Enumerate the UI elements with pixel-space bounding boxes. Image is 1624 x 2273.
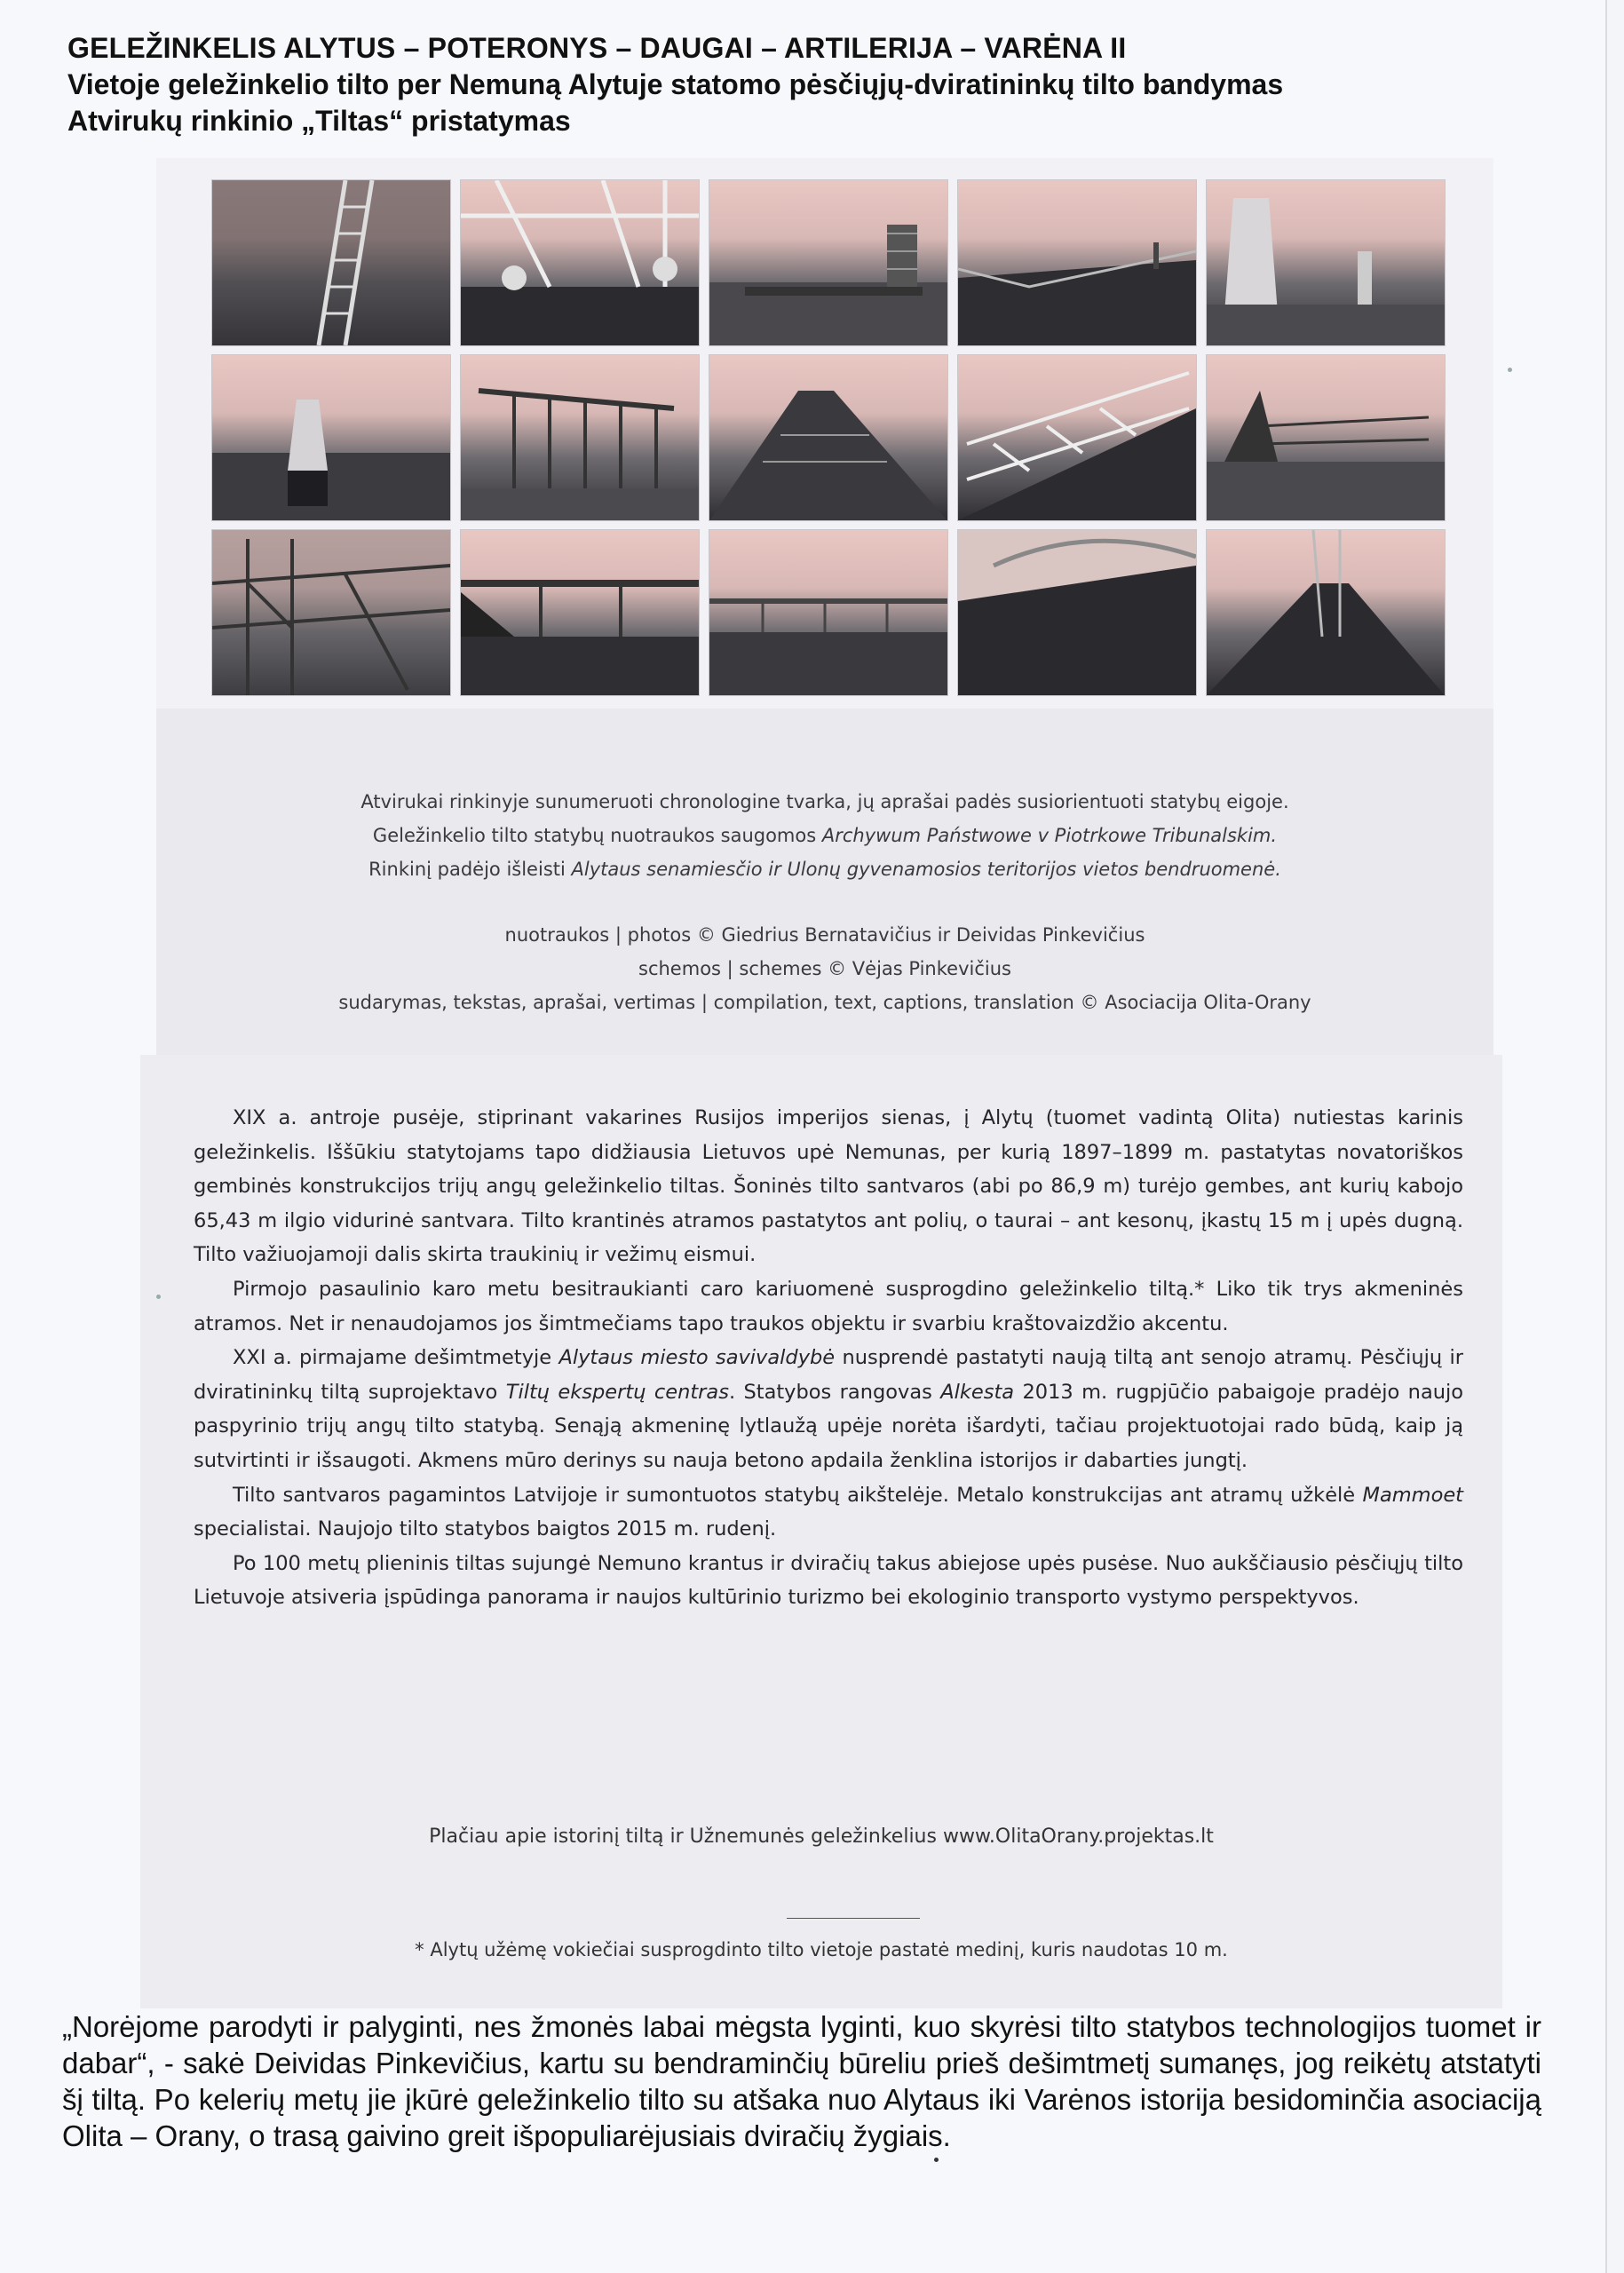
postcard-scaffold-scene [211,529,451,696]
article-paragraph-4: Tilto santvaros pagamintos Latvijoje ir sumontuotos statybų aikštelėje. Metalo konstrukcijas ant atramų užkėlė Mammoet specialistai. Naujojo tilto statybos baigtos 2015 m. rudenį. [194,1483,1463,1541]
postcard-bridge-construction-scene [1206,354,1446,521]
postcard-bridge-river-scene [460,529,700,696]
postcard-arch-underside-scene [957,529,1197,696]
postcard-photo-sketch [1207,530,1445,695]
header-line-1: GELEŽINKELIS ALYTUS – POTERONYS – DAUGAI – ARTILERIJA – VARĖNA II [67,32,1127,64]
postcard-photo-sketch [461,530,699,695]
postcard-long-bridge-scene [709,529,948,696]
postcard-credits [156,785,1493,1019]
postcard-photo-sketch [461,180,699,345]
postcard-pier-tower-scene [1206,179,1446,346]
scan-dust-mark [156,1295,161,1299]
article-paragraph-3: XXI a. pirmajame dešimtmetyje Alytaus miesto savivaldybė nusprendė pastatyti naują tiltą ant senojo atramų. Pėsčiųjų ir dviratininkų tiltą suprojektavo Tiltų ekspertų centras. Statybos rangovas Alkesta 2013 m. rugpjūčio pabaigoje pradėjo naujo paspyrinio trijų angų tilto statybą. Senąją akmeninę lytlaužą upėje norėta išardyti, tačiau projektuotojai rado būdą, kaip ją sutvirtinti ir išsaugoti. Akmens mūro derinys su nauja betono apdaila ženklina istorijos ir dabarties jungtį. [194,1346,1464,1472]
article-paragraph-2: Pirmojo pasaulinio karo metu besitraukianti caro kariuomenė susprogdino geležinkelio tiltą.* Liko tik trys akmeninės atramos. Net ir nenaudojamos jos šimtmečiams tapo traukos objektu ir svarbiu kraštovaizdžio akcentu. [194,1277,1463,1335]
page-header [67,30,1577,139]
more-info-link-text: Plačiau apie istorinį tiltą ir Užnemunės geležinkelius www.OlitaOrany.projektas.lt [429,1826,1214,1848]
credits-line-2: Geležinkelio tilto statybų nuotraukos saugomos Archywum Państwowe v Piotrkowe Tribunalskim. [372,825,1278,846]
quote-paragraph: „Norėjome parodyti ir palyginti, nes žmonės labai mėgsta lyginti, kuo skyrėsi tilto statybos technologijos tuomet ir dabar“, - sakė Deividas Pinkevičius, kartu su bendraminčių būreliu prieš dešimtmetį sumanęs, jog reikėtų atstatyti šį tiltą. Po kelerių metų jie įkūrė geležinkelio tilto su atšaka nuo Alytaus iki Varėnos istorija besidominčia asociaciją Olita – Orany, o trasą gaivino greit išpopuliarėjusiais dviračių žygiais. [62,2010,1541,2152]
postcard-photo-sketch [958,355,1196,520]
scan-dust-mark [1508,368,1512,372]
postcard-crane-scene [1206,529,1446,696]
credits-line-3: Rinkinį padėjo išleisti Alytaus senamiesčio ir Ulonų gyvenamosios teritorijos vietos bendruomenė. [368,859,1281,880]
article-body [194,1101,1463,1615]
postcard-photo-sketch [709,180,947,345]
postcard-photo-sketch [709,530,947,695]
postcard-workers-scene [460,179,700,346]
credits-line-1: Atvirukai rinkinyje sunumeruoti chronologine tvarka, jų aprašai padės susiorientuoti statybų eigoje. [360,791,1289,812]
postcard-tower-river-scene [709,179,948,346]
postcard-photo-sketch [212,355,450,520]
header-line-2: Vietoje geležinkelio tilto per Nemuną Alytuje statomo pėsčiųjų-dviratininkų tilto bandymas [67,68,1284,100]
postcard-grid [211,179,1444,696]
article-paragraph-5: Po 100 metų plieninis tiltas sujungė Nemuno krantus ir dviračių takus abiejose upės pusėse. Nuo aukščiausio pėsčiųjų tilto Lietuvoje atsiveria įspūdinga panorama ir naujos kultūrinio turizmo bei ekologinio transporto vystymo perspektyvos. [194,1551,1463,1610]
scan-dust-mark [934,2158,939,2162]
postcard-ladder-scene [211,179,451,346]
postcard-photo-sketch [1207,180,1445,345]
postcard-photo-sketch [709,355,947,520]
postcard-photo-sketch [1207,355,1445,520]
postcard-photo-sketch [212,530,450,695]
postcard-bridge-span-scene [460,354,700,521]
postcard-set-panel [156,158,1493,1055]
article-panel [140,1055,1502,2008]
postcard-photo-sketch [212,180,450,345]
postcard-pier-water-scene [211,354,451,521]
footnote-divider [787,1918,920,1919]
postcard-riverbank-scene [957,179,1197,346]
postcard-photo-sketch [958,530,1196,695]
postcard-photo-sketch [958,180,1196,345]
credits-schemes: schemos | schemes © Vėjas Pinkevičius [638,958,1011,979]
postcard-photo-sketch [461,355,699,520]
footnote: * Alytų užėmę vokiečiai susprogdinto tilto vietoje pastatė medinį, kuris naudotas 10 m. [415,1939,1228,1960]
credits-photos: nuotraukos | photos © Giedrius Bernatavičius ir Deividas Pinkevičius [504,924,1145,946]
credits-compilation: sudarymas, tekstas, aprašai, vertimas | compilation, text, captions, translation © Asociacija Olita-Orany [338,992,1311,1013]
postcard-truss-closeup-scene [957,354,1197,521]
header-line-3: Atvirukų rinkinio „Tiltas“ pristatymas [67,105,571,137]
postcard-embankment-scene [709,354,948,521]
article-paragraph-1: XIX a. antroje pusėje, stiprinant vakarines Rusijos imperijos sienas, į Alytų (tuomet vadintą Olita) nutiestas karinis geležinkelis. Iššūkiu statytojams tapo didžiausia Lietuvos upė Nemunas, per kurią 1897–1899 m. pastatytas novatoriškos gembinės konstrukcijos trijų angų geležinkelio tiltas. Šoninės tilto santvaros (abi po 86,9 m) turėjo gembes, ant kurių kabojo 65,43 m ilgio vidurinė santvara. Tilto krantinės atramos pastatytos ant polių, o taurai – ant kesonų, įkastų 15 m į upės dugną. Tilto važiuojamoji dalis skirta traukinių ir vežimų eismui. [194,1106,1463,1267]
